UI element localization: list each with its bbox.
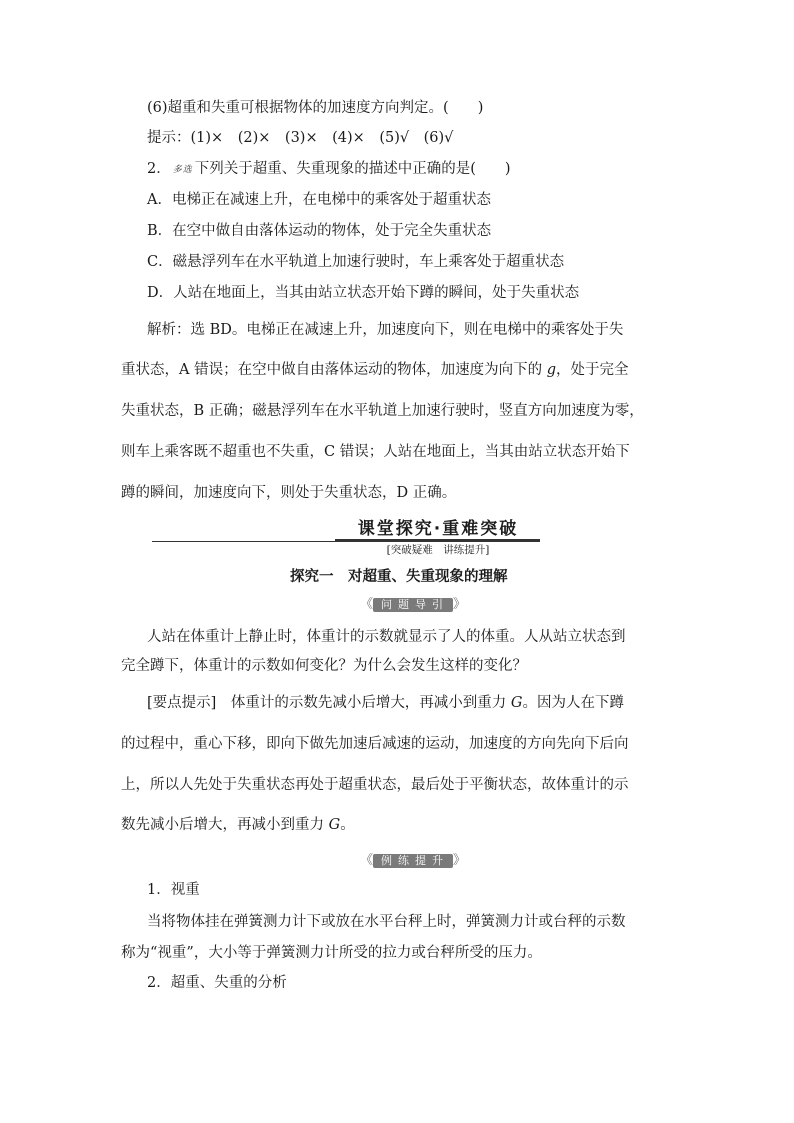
tip-line-2: 的过程中，重心下移，即向下做先加速后减速的运动，加速度的方向先向下后向 — [121, 736, 629, 752]
analysis-line-1: 解析：选 BD。电梯正在减速上升，加速度向下，则在电梯中的乘客处于失 — [147, 322, 624, 338]
gravity-symbol-g: g — [546, 362, 556, 378]
gravity-symbol-G-2: G — [328, 817, 341, 833]
gravity-symbol-G: G — [510, 695, 523, 711]
question-2-number: 2． — [147, 161, 171, 177]
analysis-line-2-tail: ，处于完全 — [555, 362, 629, 378]
tip-line-1-tail: 。因为人在下蹲 — [522, 695, 625, 711]
analysis-line-3: 失重状态，B 正确；磁悬浮列车在水平轨道上加速行驶时，竖直方向加速度为零， — [121, 403, 644, 419]
ribbon-label: 例练提升 — [373, 854, 453, 868]
item-1-line-2: 称为“视重”，大小等于弹簧测力计所受的拉力或台秤所受的压力。 — [121, 945, 542, 961]
hint-answer-6: (6)√ — [423, 130, 454, 146]
item-2-heading: 2．超重、失重的分析 — [147, 975, 287, 991]
hint-answer-3: (3)× — [284, 130, 318, 146]
ribbon-right-bracket-icon: 》 — [453, 597, 467, 612]
ribbon-right-bracket-icon: 》 — [453, 853, 467, 868]
ribbon-question-guide — [353, 597, 473, 613]
section-subtitle: [突破疑难 讲练提升] — [386, 544, 490, 556]
option-b: B．在空中做自由落体运动的物体，处于完全失重状态 — [147, 223, 492, 239]
option-a: A．电梯正在减速上升，在电梯中的乘客处于超重状态 — [147, 192, 491, 208]
ribbon-label: 问题导引 — [373, 598, 453, 612]
ribbon-left-bracket-icon: 《 — [359, 597, 373, 612]
hint-answer-1: (1)× — [190, 130, 224, 146]
tip-line-4 — [121, 815, 355, 835]
hint-line — [147, 128, 453, 148]
option-c: C．磁悬浮列车在水平轨道上加速行驶时，车上乘客处于超重状态 — [147, 254, 565, 270]
analysis-line-2 — [121, 360, 628, 380]
question-2-text: 下列关于超重、失重现象的描述中正确的是( ) — [194, 161, 511, 177]
tip-line-4-tail: 。 — [340, 817, 355, 833]
hint-answer-5: (5)√ — [379, 130, 410, 146]
question-2-stem — [147, 159, 511, 180]
tip-line-1 — [147, 693, 624, 713]
intro-line-1: 人站在体重计上静止时，体重计的示数就显示了人的体重。人从站立状态到 — [147, 629, 626, 645]
intro-line-2: 完全蹲下，体重计的示数如何变化？为什么会发生这样的变化？ — [121, 658, 527, 674]
analysis-line-4: 则车上乘客既不超重也不失重，C 错误；人站在地面上，当其由站立状态开始下 — [121, 444, 630, 460]
section-title: 课堂探究·重难突破 — [357, 519, 519, 539]
question-6: (6)超重和失重可根据物体的加速度方向判定。( ) — [147, 100, 484, 116]
item-1-heading: 1．视重 — [147, 882, 200, 898]
hint-label: 提示： — [147, 130, 191, 146]
hint-answer-2: (2)× — [237, 130, 271, 146]
multi-choice-tag: 多选 — [172, 165, 193, 175]
analysis-line-2-text: 重状态，A 错误；在空中做自由落体运动的物体，加速度为向下的 — [121, 362, 547, 378]
item-1-line-1: 当将物体挂在弹簧测力计下或放在水平台秤上时，弹簧测力计或台秤的示数 — [147, 914, 626, 930]
ribbon-left-bracket-icon: 《 — [359, 853, 373, 868]
tip-line-1-text: [要点提示] 体重计的示数先减小后增大，再减小到重力 — [147, 695, 511, 711]
tip-line-4-text: 数先减小后增大，再减小到重力 — [121, 817, 329, 833]
hint-answer-4: (4)× — [332, 130, 365, 146]
tip-line-3: 上，所以人先处于失重状态再处于超重状态，最后处于平衡状态，故体重计的示 — [121, 777, 629, 793]
ribbon-example-practice — [353, 853, 473, 869]
option-d: D．人站在地面上，当其由站立状态开始下蹲的瞬间，处于失重状态 — [147, 285, 580, 301]
inquiry-heading: 探究一 对超重、失重现象的理解 — [290, 569, 508, 585]
analysis-line-5: 蹲的瞬间，加速度向下，则处于失重状态，D 正确。 — [121, 485, 457, 501]
section-divider-bar — [335, 539, 540, 542]
